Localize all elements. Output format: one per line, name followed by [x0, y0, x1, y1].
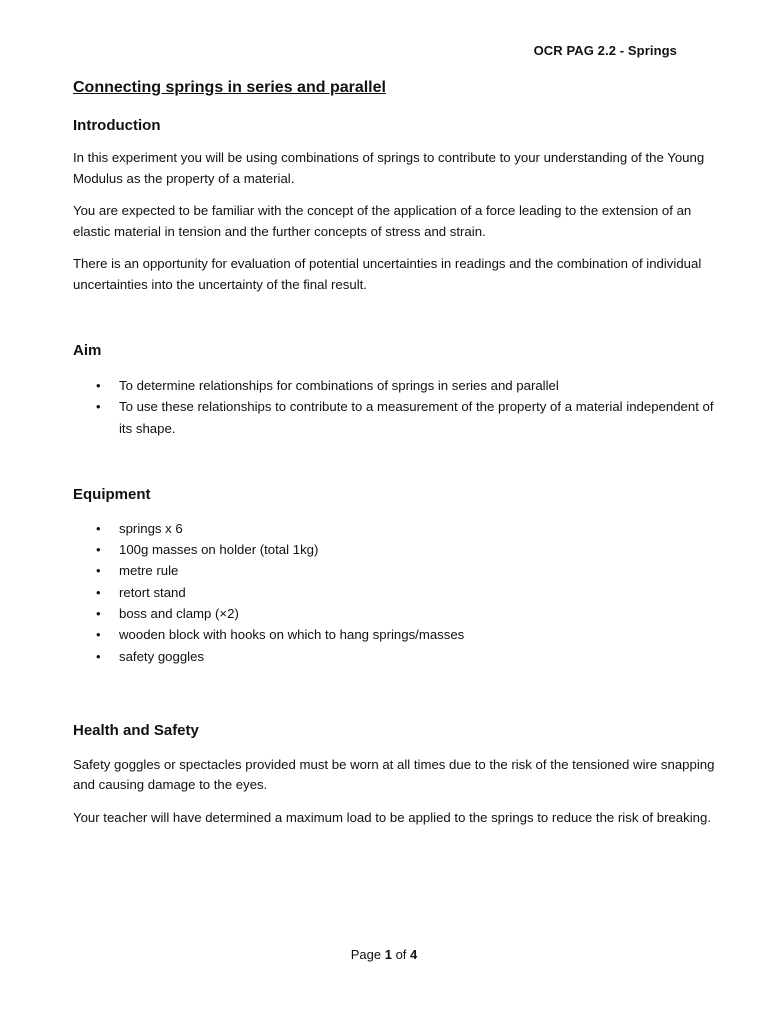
- equipment-item: • retort stand: [73, 582, 718, 603]
- bullet: •: [96, 399, 101, 415]
- page-footer: [0, 947, 768, 962]
- total-page-count: 4: [410, 947, 418, 962]
- bullet: •: [96, 627, 101, 643]
- running-header: OCR PAG 2.2 - Springs: [533, 43, 677, 58]
- section-heading-health-safety: Health and Safety: [73, 721, 199, 739]
- aim-list: [73, 375, 718, 439]
- page-label: Page: [350, 947, 382, 962]
- safety-paragraph-1: Safety goggles or spectacles provided must be worn at all times due to the risk of the tensioned wire snapping and causing damage to the eyes.: [73, 756, 715, 793]
- section-heading-aim: Aim: [73, 342, 102, 359]
- bullet: •: [96, 520, 101, 536]
- equipment-item: • wooden block with hooks on which to hang springs/masses: [73, 624, 718, 645]
- bullet: •: [96, 563, 101, 579]
- bullet: •: [96, 606, 101, 622]
- aim-item: • To use these relationships to contribute to a measurement of the property of a material independent of its shape.: [73, 396, 718, 439]
- equipment-item: • 100g masses on holder (total 1kg): [73, 539, 718, 560]
- document-title: Connecting springs in series and parallel: [73, 79, 386, 96]
- section-heading-introduction: Introduction: [73, 117, 161, 134]
- page-of-label: of: [395, 947, 407, 962]
- equipment-item: • springs x 6: [73, 518, 718, 539]
- safety-paragraph-2: Your teacher will have determined a maximum load to be applied to the springs to reduce the risk of breaking.: [73, 809, 711, 825]
- current-page-number: 1: [384, 947, 392, 962]
- aim-item: • To determine relationships for combinations of springs in series and parallel: [73, 375, 718, 396]
- bullet: •: [96, 542, 101, 558]
- intro-paragraph-3: There is an opportunity for evaluation of potential uncertainties in readings and the combination of individual uncertainties into the uncertainty of the final result.: [73, 256, 702, 292]
- intro-paragraph-1: In this experiment you will be using combinations of springs to contribute to your understanding of the Young Modulus as the property of a material.: [73, 150, 705, 186]
- equipment-list: [73, 518, 718, 667]
- document-body: [73, 78, 718, 828]
- intro-paragraph-2: You are expected to be familiar with the concept of the application of a force leading to the extension of an elastic material in tension and the further concepts of stress and strain.: [73, 203, 692, 239]
- bullet: •: [96, 584, 101, 600]
- bullet: •: [96, 378, 101, 393]
- equipment-item: • boss and clamp (×2): [73, 603, 718, 624]
- bullet: •: [96, 648, 101, 664]
- equipment-item: • safety goggles: [73, 646, 718, 667]
- section-heading-equipment: Equipment: [73, 485, 151, 503]
- equipment-item: • metre rule: [73, 560, 718, 581]
